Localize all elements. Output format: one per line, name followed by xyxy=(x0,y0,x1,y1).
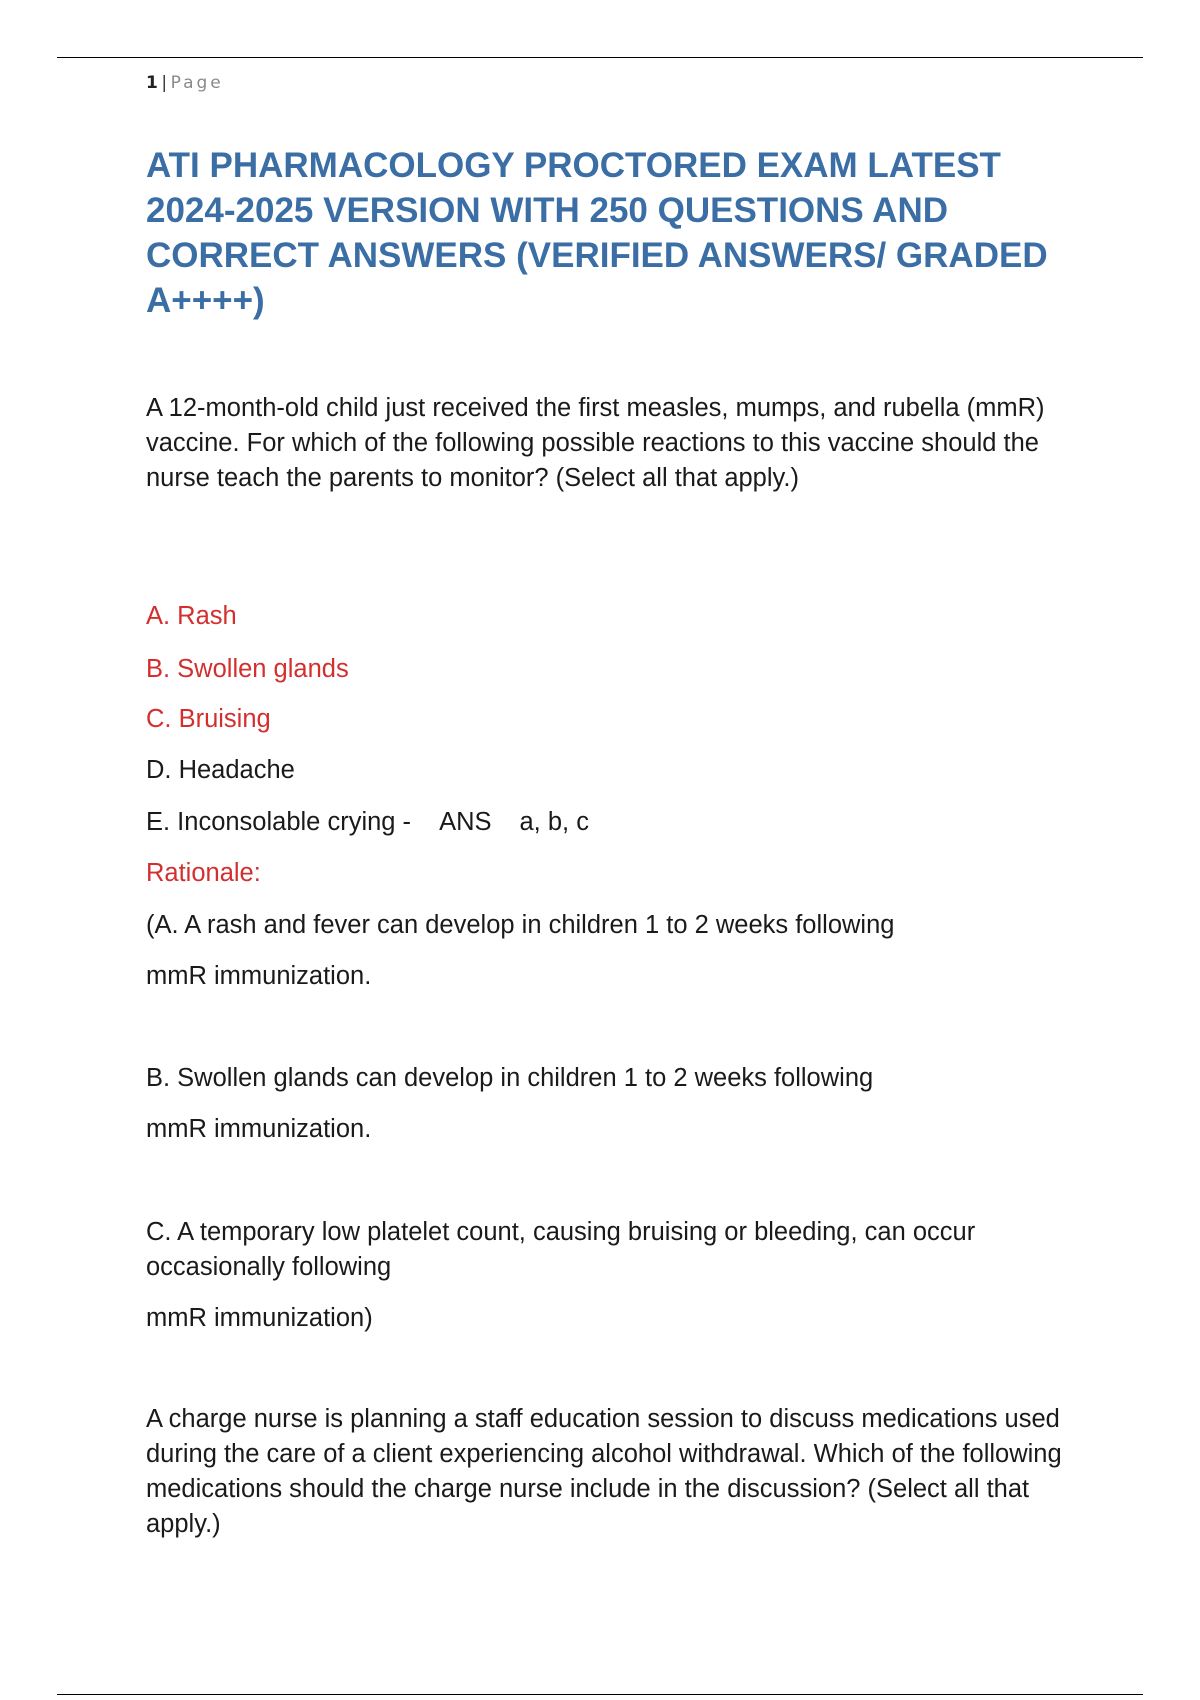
option-e-row xyxy=(146,806,589,838)
question-1-text: A 12-month-old child just received the first measles, mumps, and rubella (mmR) vaccine. For which of the following possible reactions to this vaccine should the nurse teach the parents to monitor? (Select all that apply.) xyxy=(146,394,1045,492)
option-e: E. Inconsolable crying - xyxy=(146,808,412,836)
rationale-c-line2: mmR immunization) xyxy=(146,1304,373,1332)
header-rule xyxy=(57,57,1143,58)
answer-value: a, b, c xyxy=(519,808,589,836)
rationale-c-line1: C. A temporary low platelet count, causing bruising or bleeding, can occur occasionally following xyxy=(146,1218,976,1281)
rationale-heading: Rationale: xyxy=(146,859,261,887)
option-b: B. Swollen glands xyxy=(146,655,349,683)
rationale-a-line2: mmR immunization. xyxy=(146,962,372,990)
document-title: ATI PHARMACOLOGY PROCTORED EXAM LATEST 2024-2025 VERSION WITH 250 QUESTIONS AND CORRECT ANSWERS (VERIFIED ANSWERS/ GRADED A++++) xyxy=(146,146,1048,320)
rationale-b-line1: B. Swollen glands can develop in children 1 to 2 weeks following xyxy=(146,1064,874,1092)
question-2-text: A charge nurse is planning a staff education session to discuss medications used during the care of a client experiencing alcohol withdrawal. Which of the following medications should the charge nurse include in the discussion? (Select all that apply.) xyxy=(146,1405,1062,1538)
page-number: 1 xyxy=(146,73,159,93)
rationale-b-line2: mmR immunization. xyxy=(146,1115,372,1143)
option-d: D. Headache xyxy=(146,756,295,784)
rationale-a-line1: (A. A rash and fever can develop in children 1 to 2 weeks following xyxy=(146,911,895,939)
footer-rule xyxy=(57,1694,1143,1695)
option-a: A. Rash xyxy=(146,602,237,630)
answer-label: ANS xyxy=(439,808,492,836)
page-word: Page xyxy=(170,73,224,93)
page-separator: | xyxy=(161,73,168,93)
option-c: C. Bruising xyxy=(146,705,271,733)
page-number-header xyxy=(146,73,224,93)
